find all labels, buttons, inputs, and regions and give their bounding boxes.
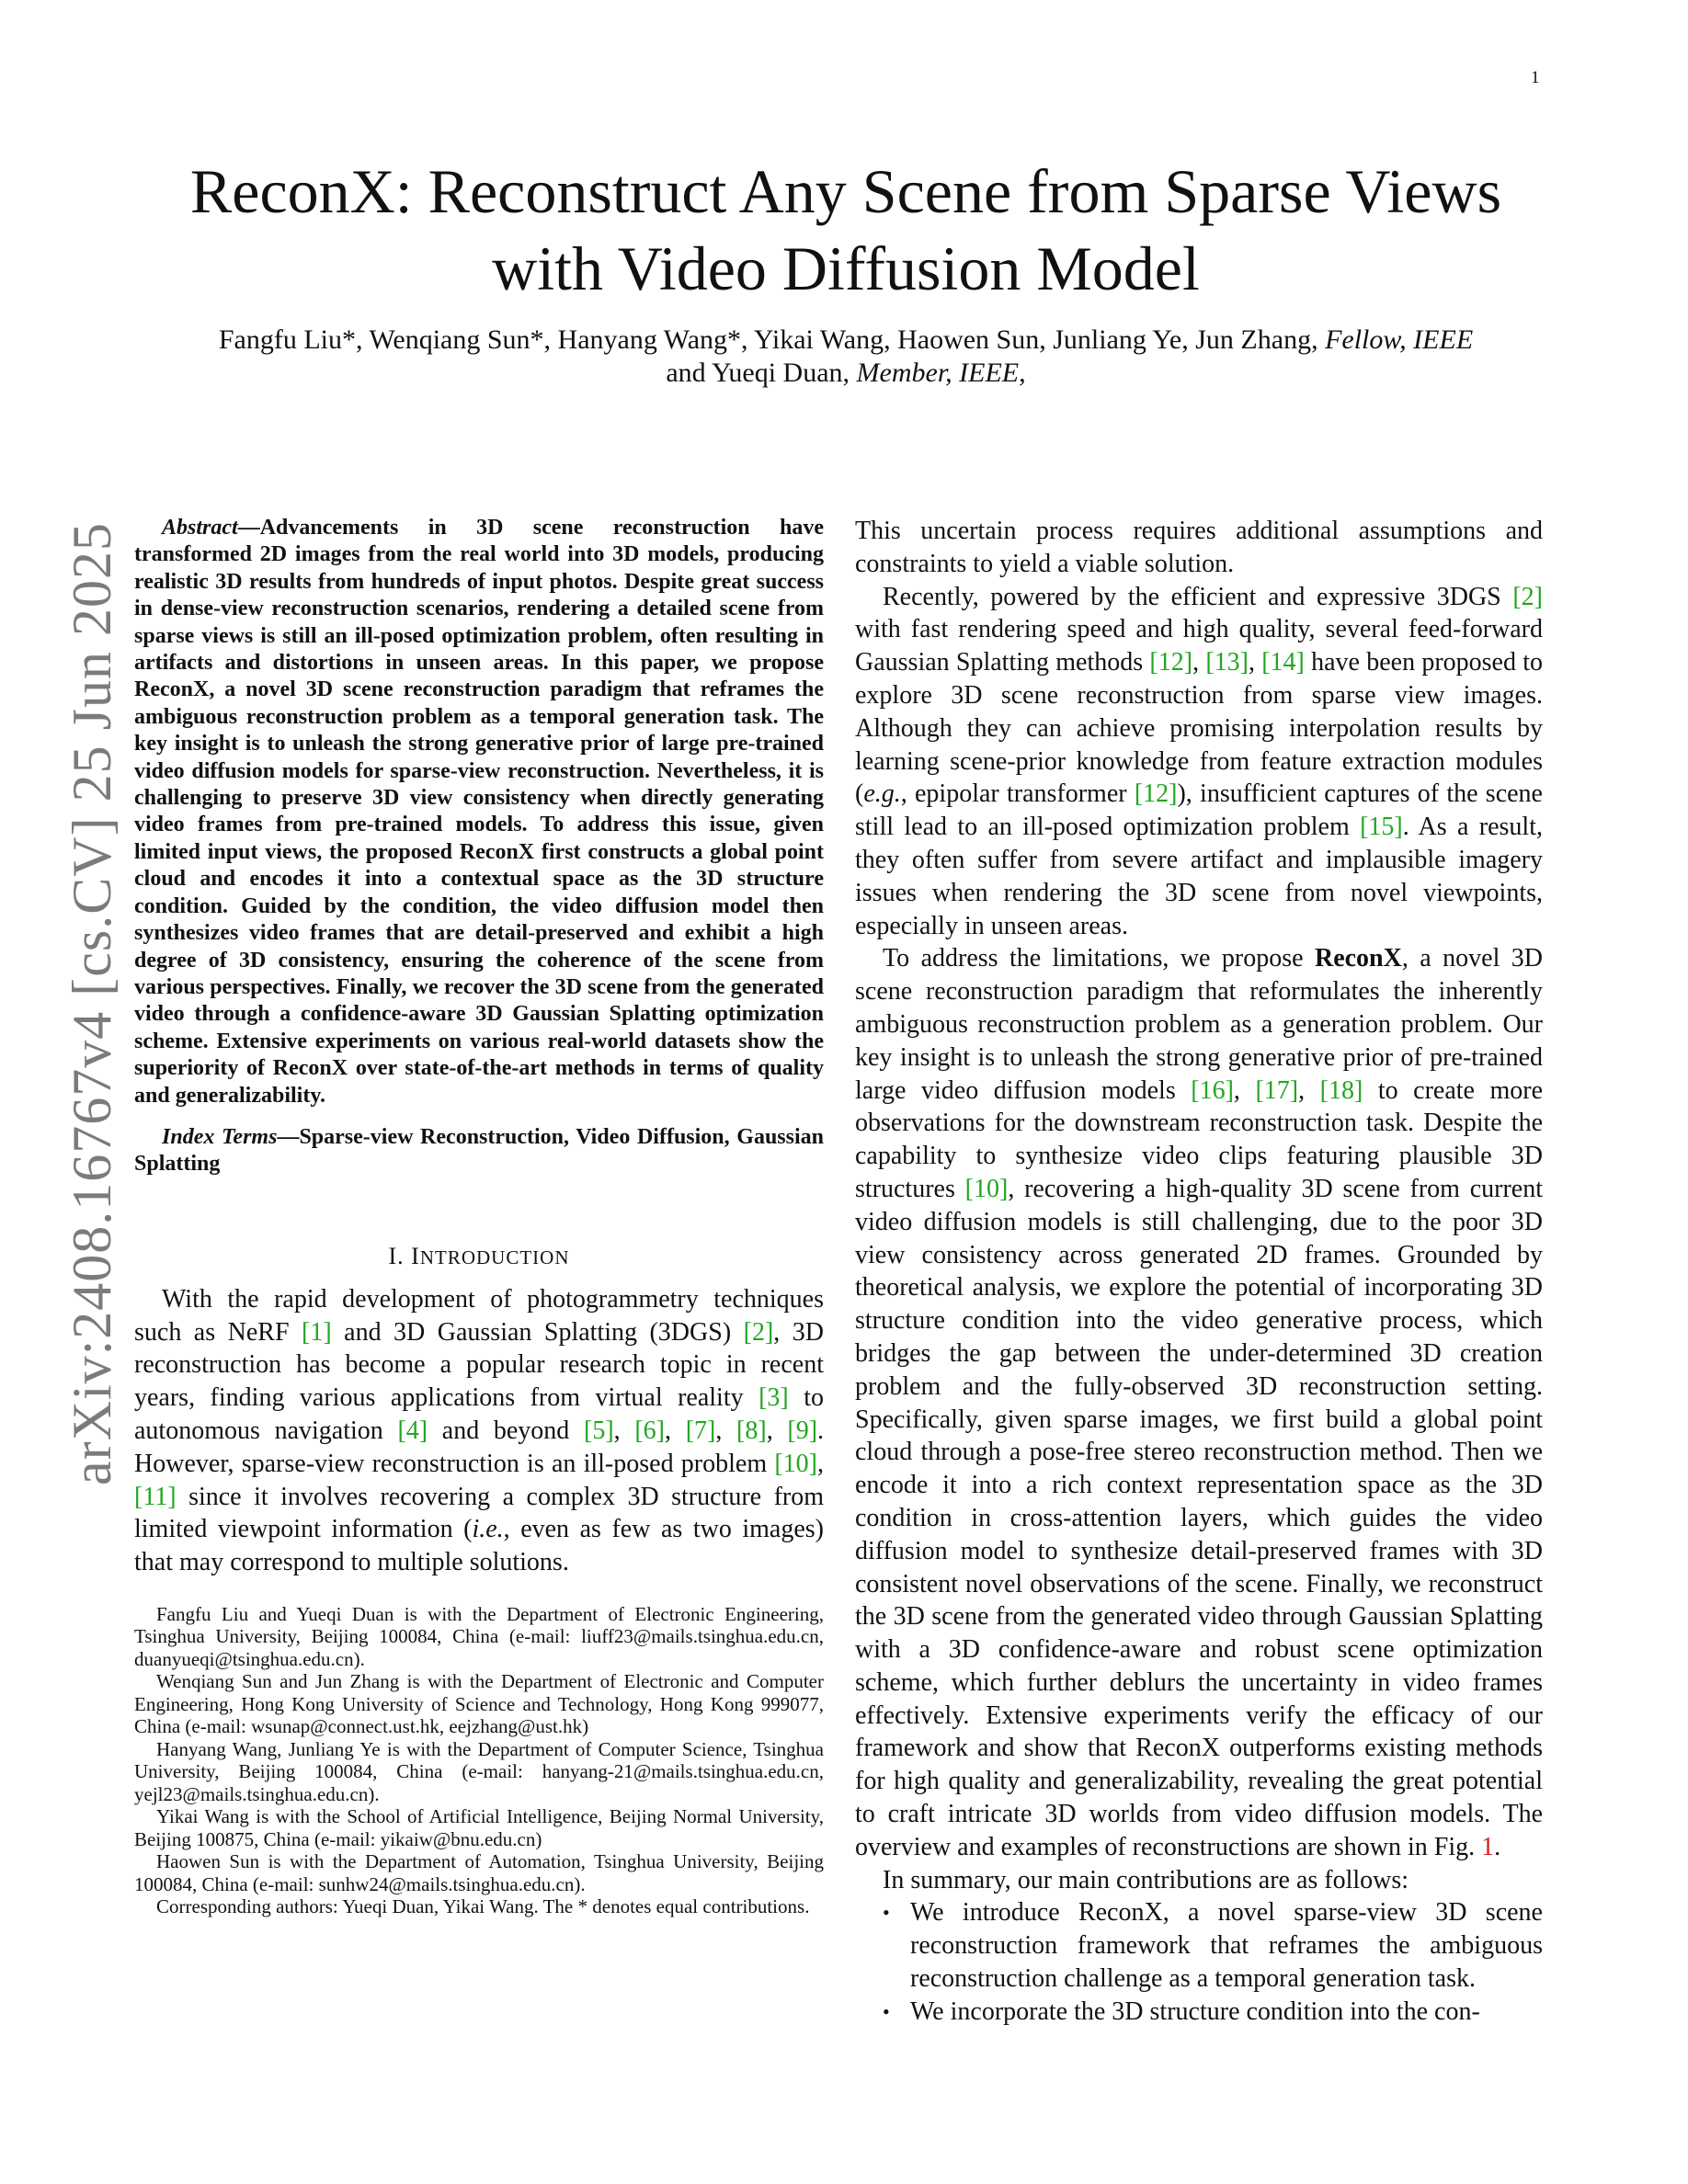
list-item: • We incorporate the 3D structure condition into the con- — [855, 1996, 1543, 2029]
authors-line-2: and Yueqi Duan, — [666, 358, 850, 388]
citation[interactable]: [3] — [758, 1383, 789, 1413]
citation[interactable]: [2] — [1512, 582, 1543, 611]
citation[interactable]: [11] — [134, 1482, 177, 1511]
citation[interactable]: [2] — [743, 1317, 774, 1347]
section-numeral: I. I — [388, 1242, 420, 1269]
index-terms — [134, 1124, 824, 1178]
method-name: ReconX — [1314, 944, 1402, 973]
citation[interactable]: [1] — [302, 1317, 332, 1347]
intro-paragraph: With the rapid development of photogrammetry techniques such as NeRF [1] and 3D Gaussian Splatting (3DGS) [2], 3D reconstruction has become a popular research topic in recent years, finding various applications from virtual reality [3] to autonomous navigation [4] and beyond [5], [6], [7], [8], [9]. However, sparse-view reconstruction is an ill-posed problem [10], [11] since it involves recovering a complex 3D structure from limited viewpoint information (i.e., even as few as two images) that may correspond to multiple solutions. — [134, 1284, 825, 1577]
left-column — [134, 515, 824, 1918]
footnote: Corresponding authors: Yueqi Duan, Yikai Wang. The * denotes equal contributions. — [156, 1895, 810, 1918]
footnote: Fangfu Liu and Yueqi Duan is with the Department of Electronic Engineering, Tsinghua University, Beijing 100084, China (e-mail: liuff23@mails.tsinghua.edu.cn, duanyueqi@tsinghua.edu.cn). — [134, 1602, 824, 1670]
paragraph-method: To address the limitations, we propose ReconX, a novel 3D scene reconstruction paradigm that reformulates the inherently ambiguous reconstruction problem as a generation problem. Our key insight is to unleash the strong generative prior of pre-trained large video diffusion models [16], [17], [18] to create more observations for the downstream reconstruction task. Despite the capability to synthesize video clips featuring plausible 3D structures [10], recovering a high-quality 3D scene from current video diffusion models is still challenging, due to the poor 3D view consistency across generated 2D frames. Grounded by theoretical analysis, we explore the potential of incorporating 3D structure condition into the video generative process, which bridges the gap between the under-determined 3D creation problem and the fully-observed 3D reconstruction setting. Specifically, given sparse images, we first build a global point cloud through a pose-free stereo reconstruction method. Then we encode it into a rich context representation space as the 3D condition in cross-attention layers, which guides the video diffusion model to synthesize detail-preserved frames with 3D consistent novel observations of the scene. Finally, we reconstruct the 3D scene from the generated video through Gaussian Splatting with a 3D confidence-aware and robust scene optimization scheme, which further deblurs the uncertainty in video frames effectively. Extensive experiments verify the efficacy of our framework and show that ReconX outperforms existing methods for high quality and generalizability, revealing the great potential to craft intricate 3D worlds from video diffusion models. The overview and examples of reconstructions are shown in Fig. 1. — [855, 944, 1544, 1861]
citation[interactable]: [15] — [1360, 813, 1403, 842]
citation[interactable]: [12] — [1134, 779, 1178, 809]
paragraph-continued: This uncertain process requires additional assumptions and constraints to yield a viable solution. — [855, 517, 1543, 578]
contribution-list — [855, 1896, 1543, 2028]
paragraph-related: Recently, powered by the efficient and expressive 3DGS [2] with fast rendering speed and high quality, several feed-forward Gaussian Splatting methods [12], [13], [14] have been proposed to explore 3D scene reconstruction from sparse view images. Although they can achieve promising interpolation results by learning scene-prior knowledge from feature extraction modules (e.g., epipolar transformer [12]), insufficient captures of the scene still lead to an ill-posed optimization problem [15]. As a result, they often suffer from severe artifact and implausible imagery issues when rendering the 3D scene from novel viewpoints, especially in unseen areas. — [855, 582, 1544, 940]
author-role-fellow: Fellow, IEEE — [1325, 324, 1474, 355]
citation[interactable]: [8] — [736, 1416, 767, 1445]
abstract — [134, 515, 824, 1109]
citation[interactable]: [17] — [1255, 1075, 1299, 1105]
citation[interactable]: [9] — [787, 1416, 818, 1445]
citation[interactable]: [10] — [774, 1449, 817, 1478]
list-item: • We introduce ReconX, a novel sparse-view 3D scene reconstruction framework that reframes the ambiguous reconstruction challenge as a temporal generation task. — [883, 1898, 1543, 1994]
citation[interactable]: [12] — [1149, 648, 1193, 677]
section-heading-introduction — [134, 1243, 824, 1270]
author-role-member: Member, IEEE, — [856, 358, 1026, 388]
abstract-label: Abstract — [162, 516, 238, 540]
footnote: Wenqiang Sun and Jun Zhang is with the Department of Electronic and Computer Engineering, Hong Kong University of Science and Technology, Hong Kong 999077, China (e-mail: wsunap@connect.ust.hk, eejzhang@ust.hk) — [134, 1670, 824, 1738]
citation[interactable]: [13] — [1205, 648, 1249, 677]
citation[interactable]: [14] — [1261, 648, 1305, 677]
title-line-2: with Video Diffusion Model — [492, 233, 1200, 303]
index-terms-text: —Sparse-view Reconstruction, Video Diffusion, Gaussian Splatting — [134, 1124, 824, 1177]
index-terms-label: Index Terms — [162, 1124, 278, 1149]
abstract-text: —Advancements in 3D scene reconstruction have transformed 2D images from the real world into 3D models, producing realistic 3D results from hundreds of input photos. Despite great success in dense-view reconstruction scenarios, rendering a detailed scene from sparse views is still an ill-posed optimization problem, often resulting in artifacts and distortions in unseen areas. In this paper, we propose ReconX, a novel 3D scene reconstruction paradigm that reframes the ambiguous reconstruction problem as a temporal generation task. The key insight is to unleash the strong generative prior of large pre-trained video diffusion models for sparse-view reconstruction. Nevertheless, it is challenging to preserve 3D view consistency when directly generating video frames from pre-trained models. To address this issue, given limited input views, the proposed ReconX first constructs a global point cloud and encodes it into a contextual space as the 3D structure condition. Guided by the condition, the video diffusion model then synthesizes video frames that are detail-preserved and exhibit a high degree of 3D consistency, ensuring the coherence of the scene from various perspectives. Finally, we recover the 3D scene from the generated video through a confidence-aware 3D Gaussian Splatting optimization scheme. Extensive experiments on various real-world datasets show the superiority of ReconX over state-of-the-art methods in terms of quality and generalizability. — [134, 516, 824, 1108]
authors-line-1: Fangfu Liu*, Wenqiang Sun*, Hanyang Wang*, Yikai Wang, Haowen Sun, Junliang Ye, Jun Zhang, — [218, 324, 1318, 355]
bullet-icon: • — [883, 1901, 890, 1925]
page-number: 1 — [1531, 68, 1540, 87]
footnote: Hanyang Wang, Junliang Ye is with the Department of Computer Science, Tsinghua University, Beijing 100084, China (e-mail: hanyang-21@mails.tsinghua.edu.cn, yejl23@mails.tsinghua.edu.cn). — [134, 1737, 824, 1805]
citation[interactable]: [4] — [397, 1416, 428, 1445]
citation[interactable]: [7] — [685, 1416, 716, 1445]
citation[interactable]: [5] — [584, 1416, 614, 1445]
citation[interactable]: [18] — [1319, 1075, 1363, 1105]
arxiv-stamp[interactable]: arXiv:2408.16767v4 [cs.CV] 25 Jun 2025 — [62, 522, 122, 1485]
citation[interactable]: [6] — [634, 1416, 665, 1445]
title-line-1: ReconX: Reconstruct Any Scene from Sparse Views — [189, 156, 1502, 226]
paragraph-summary: In summary, our main contributions are as follows: — [883, 1865, 1409, 1894]
paper-title — [92, 153, 1600, 307]
figure-reference[interactable]: 1 — [1481, 1832, 1495, 1861]
footnote: Haowen Sun is with the Department of Automation, Tsinghua University, Beijing 100084, China (e-mail: sunhw24@mails.tsinghua.edu.cn). — [134, 1850, 824, 1895]
citation[interactable]: [16] — [1191, 1075, 1234, 1105]
footnote: Yikai Wang is with the School of Artificial Intelligence, Beijing Normal University, Beijing 100875, China (e-mail: yikaiw@bnu.edu.cn) — [134, 1805, 824, 1850]
bullet-icon: • — [883, 1999, 890, 2023]
author-list — [92, 324, 1600, 390]
citation[interactable]: [10] — [964, 1174, 1009, 1203]
right-column — [855, 515, 1543, 2029]
section-title-rest: NTRODUCTION — [419, 1246, 570, 1268]
affiliation-footnotes — [134, 1603, 824, 1918]
